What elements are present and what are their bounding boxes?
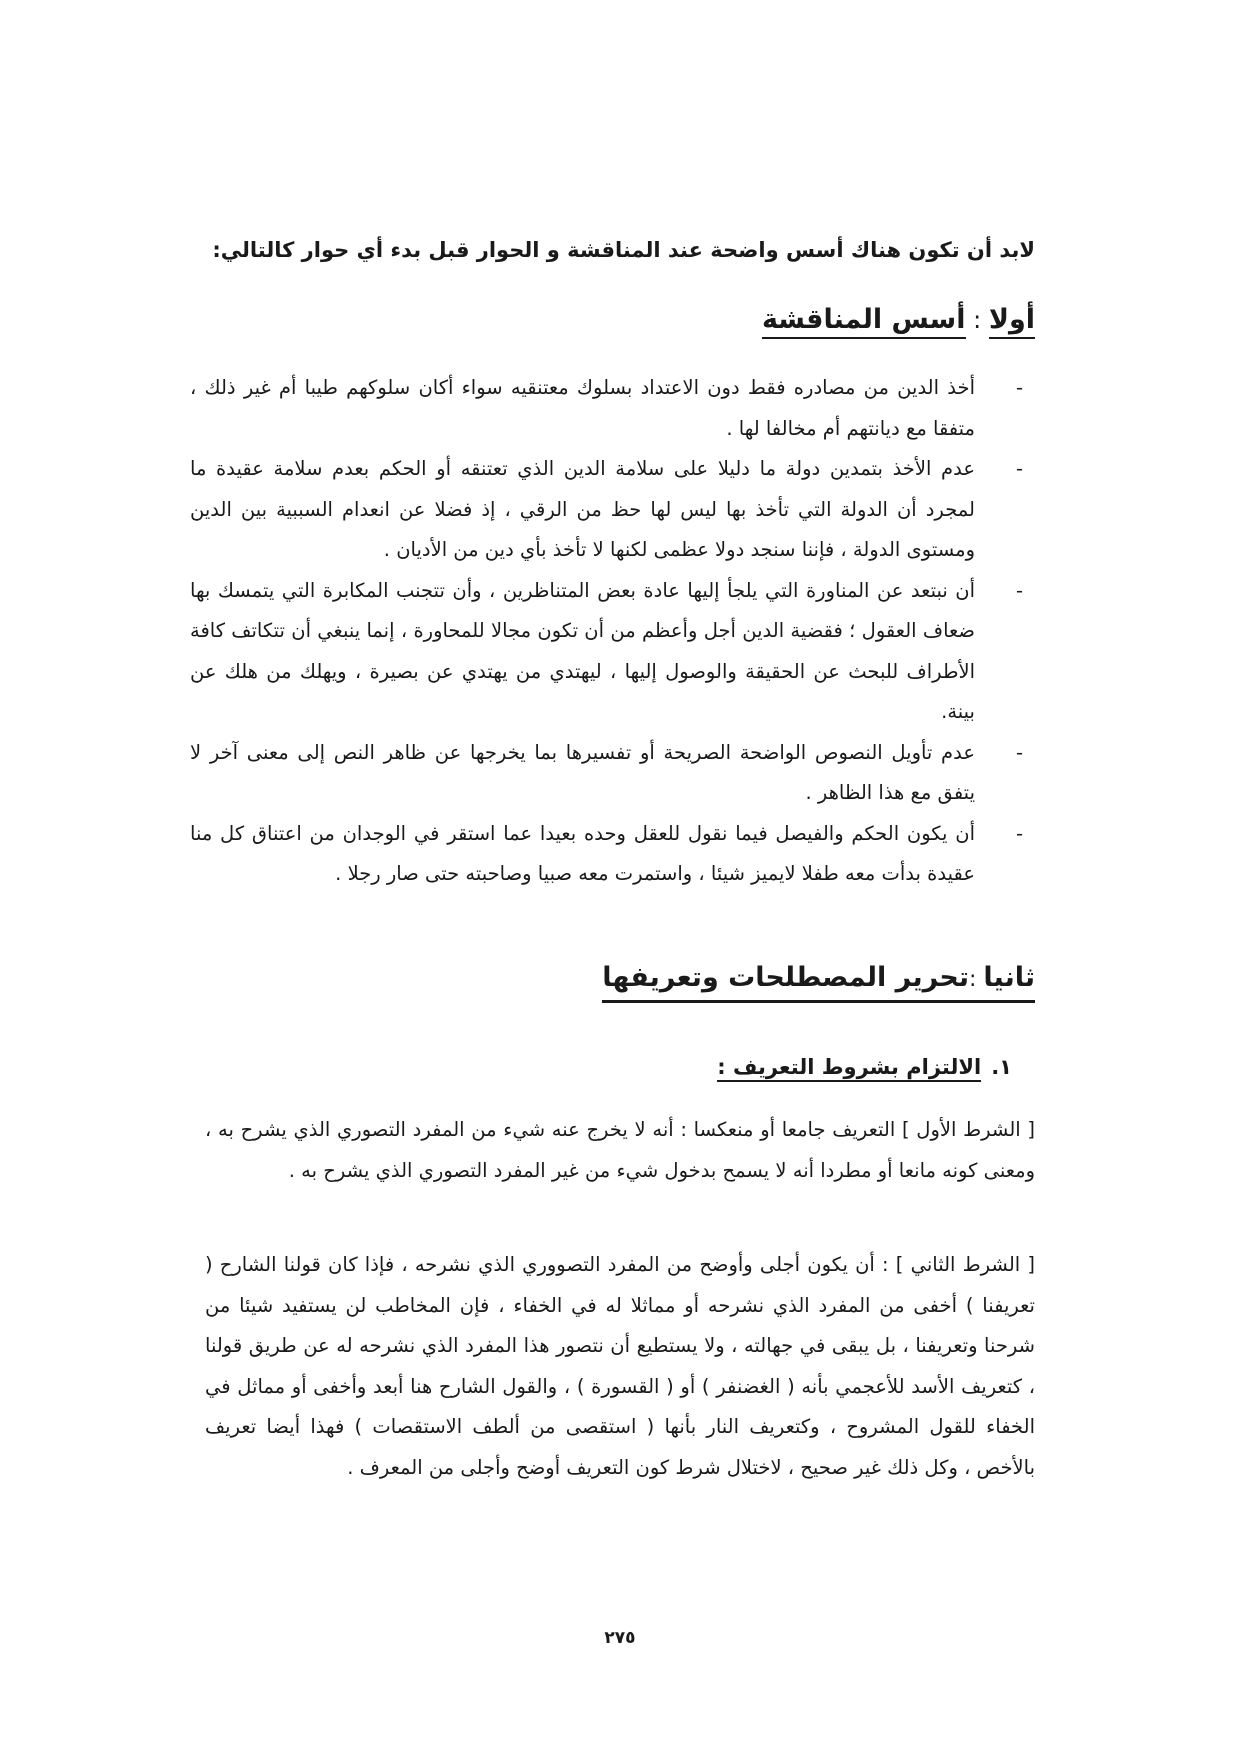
list-item (190, 449, 1035, 571)
list-item-text: عدم الأخذ بتمدين دولة ما دليلا على سلامة الدين الذي تعتنقه أو الحكم بعدم سلامة عقيدة ما لمجرد أن الدولة التي تأخذ بها ليس لها حظ من الرقي ، إذ فضلا عن انعدام السببية بين الدين ومستوى الدولة ، فإننا سنجد دولا عظمى لكنها لا تأخذ بأي دين من الأديان . (190, 457, 975, 561)
list-item-text: أن يكون الحكم والفيصل فيما نقول للعقل وحده بعيدا عما استقر في الوجدان من اعتناق كل منا عقيدة بدأت معه طفلا لايميز شيئا ، واستمرت معه صبيا وصاحبته حتى صار رجلا . (190, 821, 975, 885)
section-1-heading (762, 300, 1035, 340)
subsection-1-title: الالتزام بشروط التعريف : (717, 1055, 981, 1082)
list-item (190, 571, 1035, 733)
bullet-dash: - (1015, 457, 1023, 480)
paragraph-second-condition: [ الشرط الثاني ] : أن يكون أجلى وأوضح من المفرد التصووري الذي نشرحه ، فإذا كان قولنا الشارح ( تعريفنا ) أخفى من المفرد الذي نشرحه أو مماثلا له في الخفاء ، فإن المخاطب لن يستفيد شيئا من شرحنا وتعريفنا ، بل يبقى في جهالته ، ولا يستطيع أن نتصور هذا المفرد الذي نشرحه له عن طريق قولنا ، كتعريف الأسد للأعجمي بأنه ( الغضنفر ) أو ( القسورة ) ، والقول الشارح هنا أبعد وأخفى أو مماثل في الخفاء للقول المشروح ، وكتعريف النار بأنها ( استقصى من ألطف الاستقصات ) فهذا أيضا تعريف بالأخص ، وكل ذلك غير صحيح ، لاختلال شرط كون التعريف أوضح وأجلى من المعرف . (205, 1253, 1035, 1479)
section-2-title-separator: : (969, 967, 984, 992)
bullet-dash: - (1015, 376, 1023, 399)
bullet-dash: - (1015, 578, 1023, 602)
list-item-text: أن نبتعد عن المناورة التي يلجأ إليها عادة بعض المتناظرين ، وأن تتجنب المكابرة التي يتمسك بها ضعاف العقول ؛ فقضية الدين أجل وأعظم من أن تكون مجالا للمحاورة ، إنما ينبغي أن تتكاتف كافة الأطراف للبحث عن الحقيقة والوصول إليها ، ليهتدي من يهتدي عن بصيرة ، ويهلك من هلك عن بينة. (190, 578, 975, 723)
bullet-dash: - (1015, 740, 1023, 764)
section-1-title-separator: : (965, 306, 989, 334)
subsection-1-number: ١. (991, 1055, 1012, 1079)
list-item (190, 733, 1035, 814)
page-number: ٢٧٥ (604, 1628, 636, 1648)
list-item-text: عدم تأويل النصوص الواضحة الصريحة أو تفسيرها بما يخرجها عن ظاهر النص إلى معنى آخر لا يتفق مع هذا الظاهر . (190, 740, 975, 804)
list-item (190, 814, 1035, 895)
section-1-title-ordinal: أولا (989, 304, 1035, 339)
section-2-title-text: تحرير المصطلحات وتعريفها (602, 962, 970, 993)
intro-line: لابد أن تكون هناك أسس واضحة عند المناقشة و الحوار قبل بدء أي حوار كالتالي: (212, 238, 1035, 262)
section-2-heading (602, 958, 1035, 1003)
section-1-bullet-list (190, 368, 1035, 895)
bullet-dash: - (1015, 821, 1023, 845)
list-item (190, 368, 1035, 449)
paragraph-first-condition: [ الشرط الأول ] التعريف جامعا أو منعكسا : أنه لا يخرج عنه شيء من المفرد التصوري الذي يشرح به ، ومعنى كونه مانعا أو مطردا أنه لا يسمح بدخول شيء من غير المفرد التصوري الذي يشرح به . (205, 1118, 1035, 1182)
section-1-title-text: أسس المناقشة (762, 304, 966, 339)
list-item-text: أخذ الدين من مصادره فقط دون الاعتداد بسلوك معتنقيه سواء أكان سلوكهم طيبا أم غير ذلك ، متفقا مع ديانتهم أم مخالفا لها . (190, 376, 975, 440)
section-2-title-ordinal: ثانيا (983, 962, 1035, 993)
subsection-1-heading (717, 1050, 1012, 1084)
